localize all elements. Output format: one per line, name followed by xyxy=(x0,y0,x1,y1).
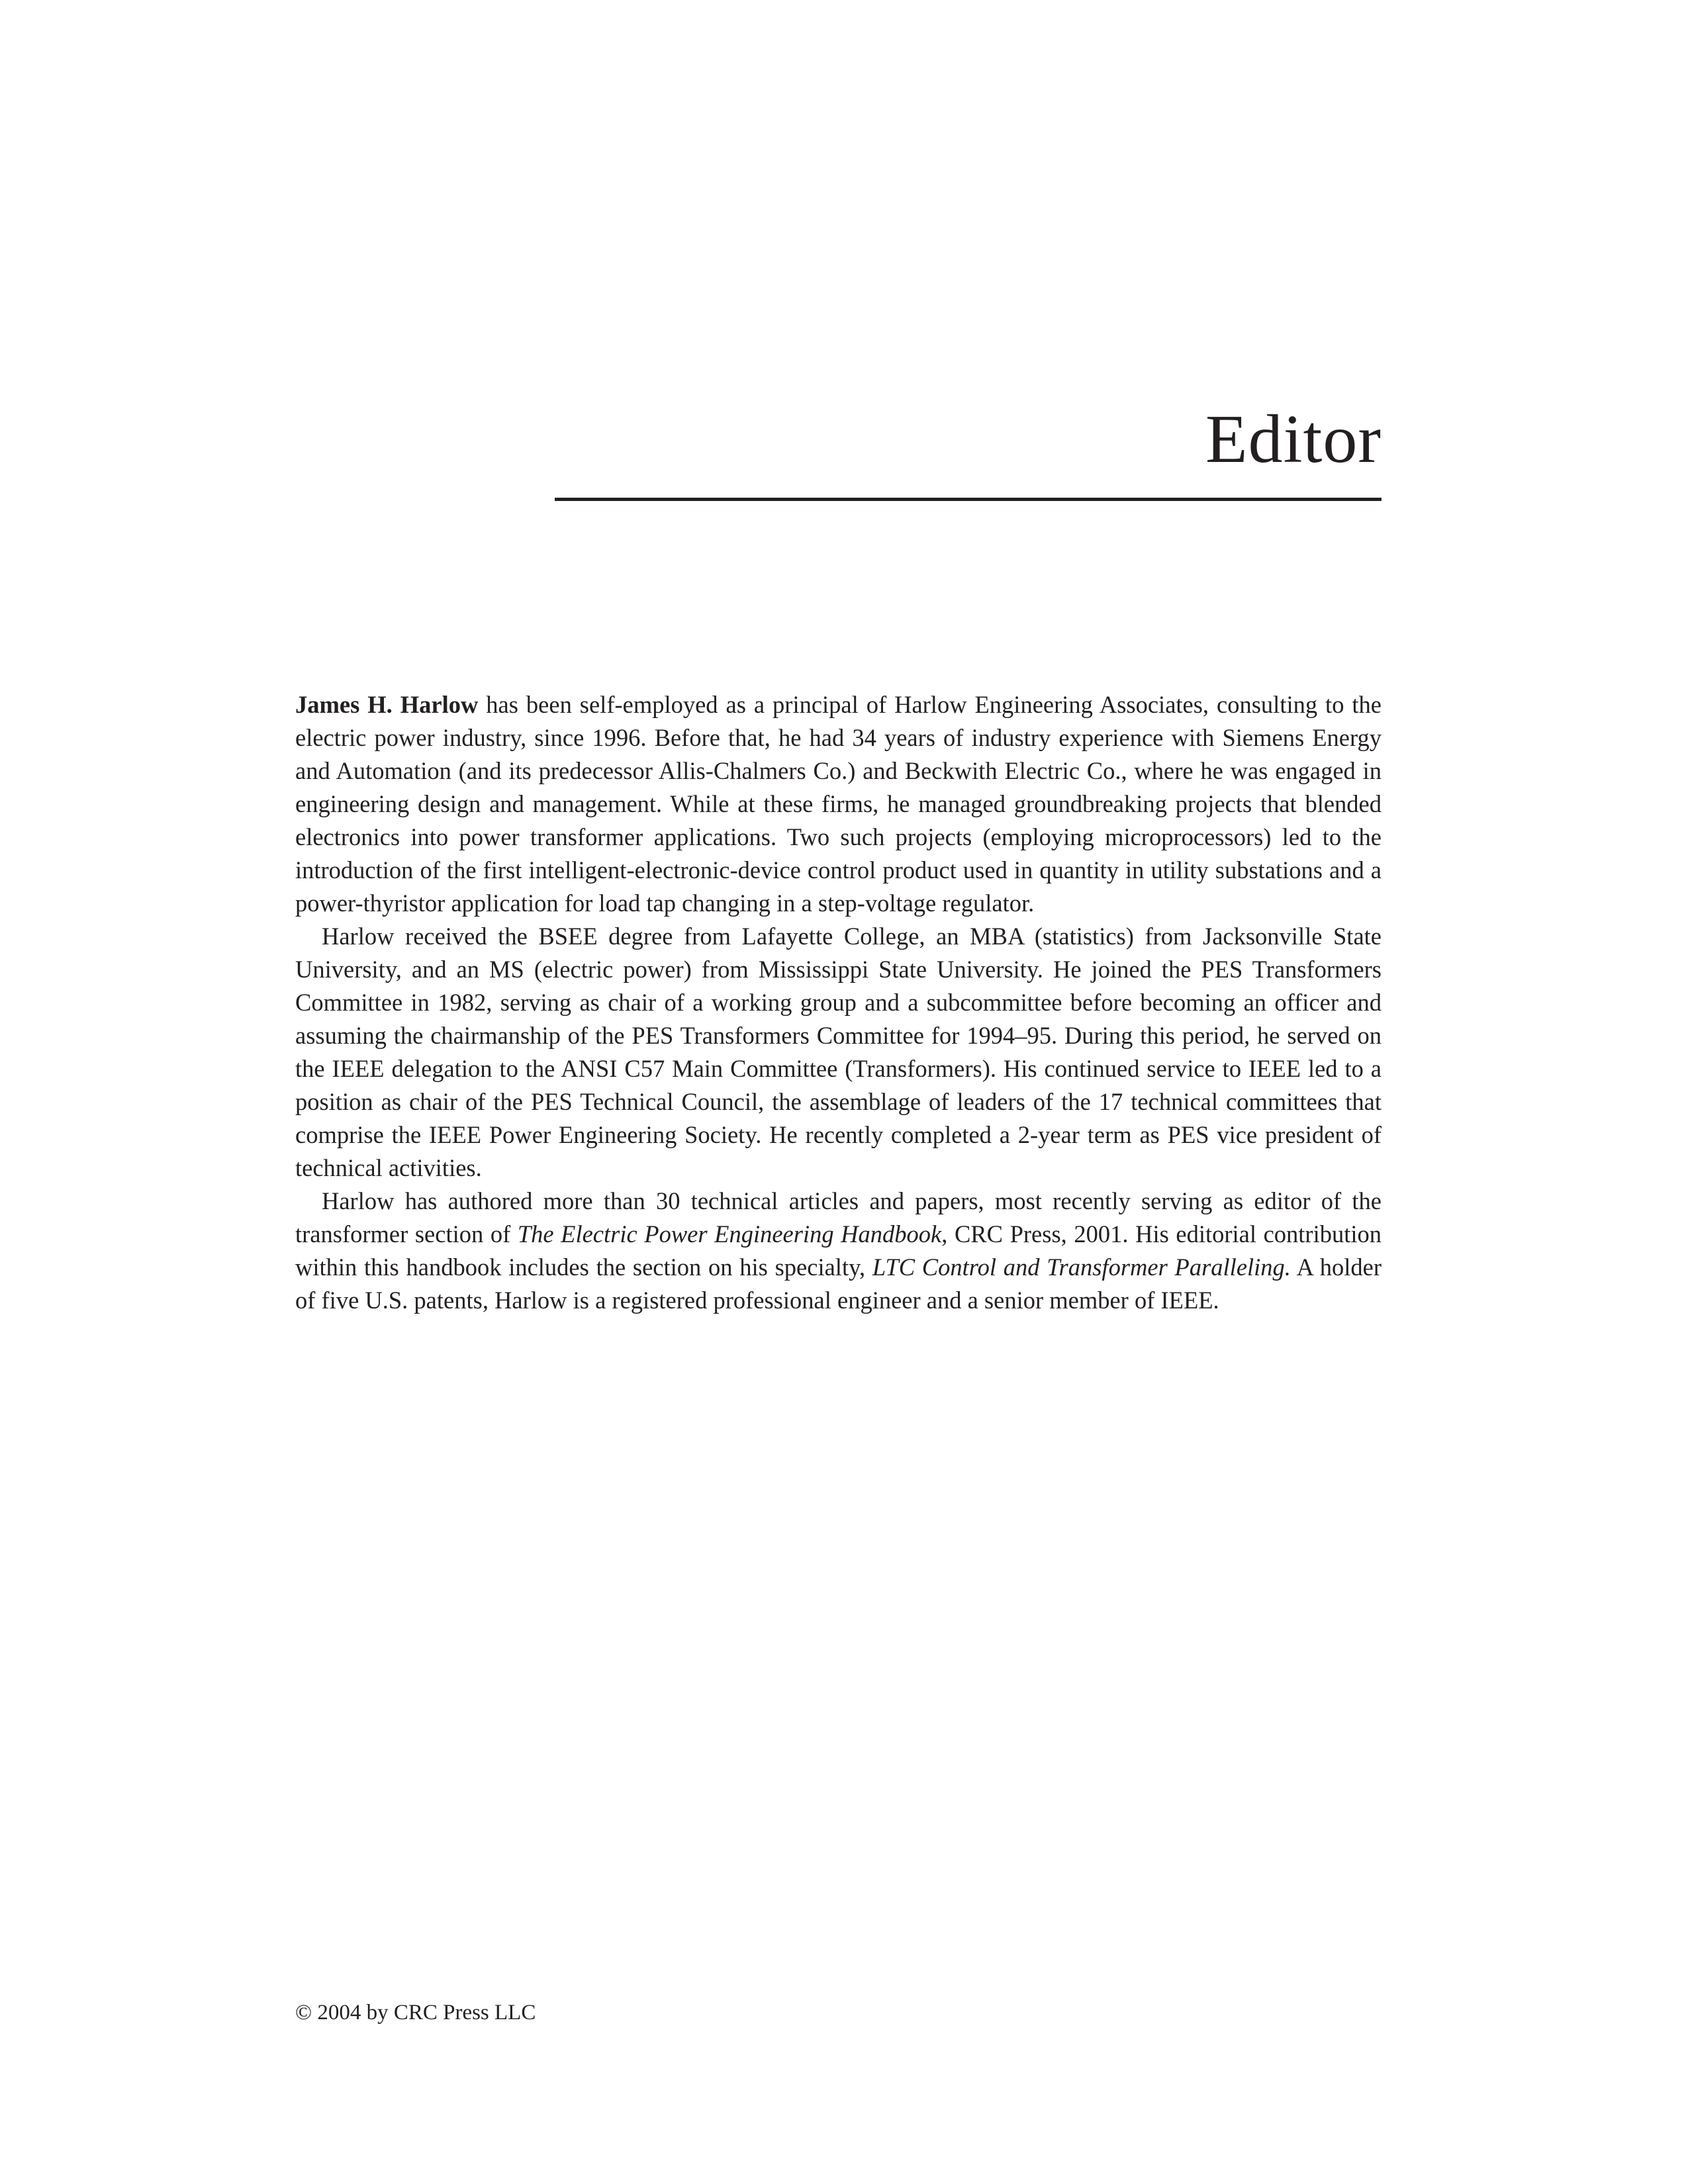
copyright-notice: © 2004 by CRC Press LLC xyxy=(295,2001,536,2025)
editor-name: James H. Harlow xyxy=(295,691,479,718)
chapter-title: Editor xyxy=(1205,401,1382,477)
title-rule xyxy=(555,498,1382,501)
editor-biography xyxy=(295,688,1382,1317)
bio-paragraph-3-text-b: , CRC Press, 2001. His editorial contribution within this handbook includes the section on his specialty, xyxy=(295,1220,1382,1281)
bio-paragraph-1 xyxy=(295,688,1382,920)
bio-paragraph-1-text: has been self-employed as a principal of Harlow Engineering Associates, consulting to the electric power industry, since 1996. Before that, he had 34 years of industry experience with Siemens Energy and Automation (and its predecessor Allis-Chalmers Co.) and Beckwith Electric Co., where he was engaged in engineering design and management. While at these firms, he managed groundbreaking projects that blended electronics into power transformer applications. Two such projects (employing microprocessors) led to the introduction of the first intelligent-electronic-device control product used in quantity in utility substations and a power-thyristor application for load tap changing in a step-voltage regulator. xyxy=(295,691,1382,917)
bio-paragraph-2: Harlow received the BSEE degree from Lafayette College, an MBA (statistics) from Jacksonville State University, and an MS (electric power) from Mississippi State University. He joined the PES Transformers Committee in 1982, serving as chair of a working group and a subcommittee before becoming an officer and assuming the chairmanship of the PES Transformers Committee for 1994–95. During this period, he served on the IEEE delegation to the ANSI C57 Main Committee (Transformers). His continued service to IEEE led to a position as chair of the PES Technical Council, the assemblage of leaders of the 17 technical committees that comprise the IEEE Power Engineering Society. He recently completed a 2-year term as PES vice president of technical activities. xyxy=(295,923,1382,1181)
bio-paragraph-3-text-c: A holder of five U.S. patents, Harlow is a registered professional engineer and a senior member of IEEE. xyxy=(295,1253,1382,1314)
bio-paragraph-3 xyxy=(295,1185,1382,1317)
bio-paragraph-3-text-a: Harlow has authored more than 30 technical articles and papers, most recently serving as editor of the transformer section of xyxy=(295,1187,1382,1248)
handbook-title: The Electric Power Engineering Handbook xyxy=(517,1220,942,1248)
section-title: LTC Control and Transformer Paralleling. xyxy=(872,1253,1291,1281)
